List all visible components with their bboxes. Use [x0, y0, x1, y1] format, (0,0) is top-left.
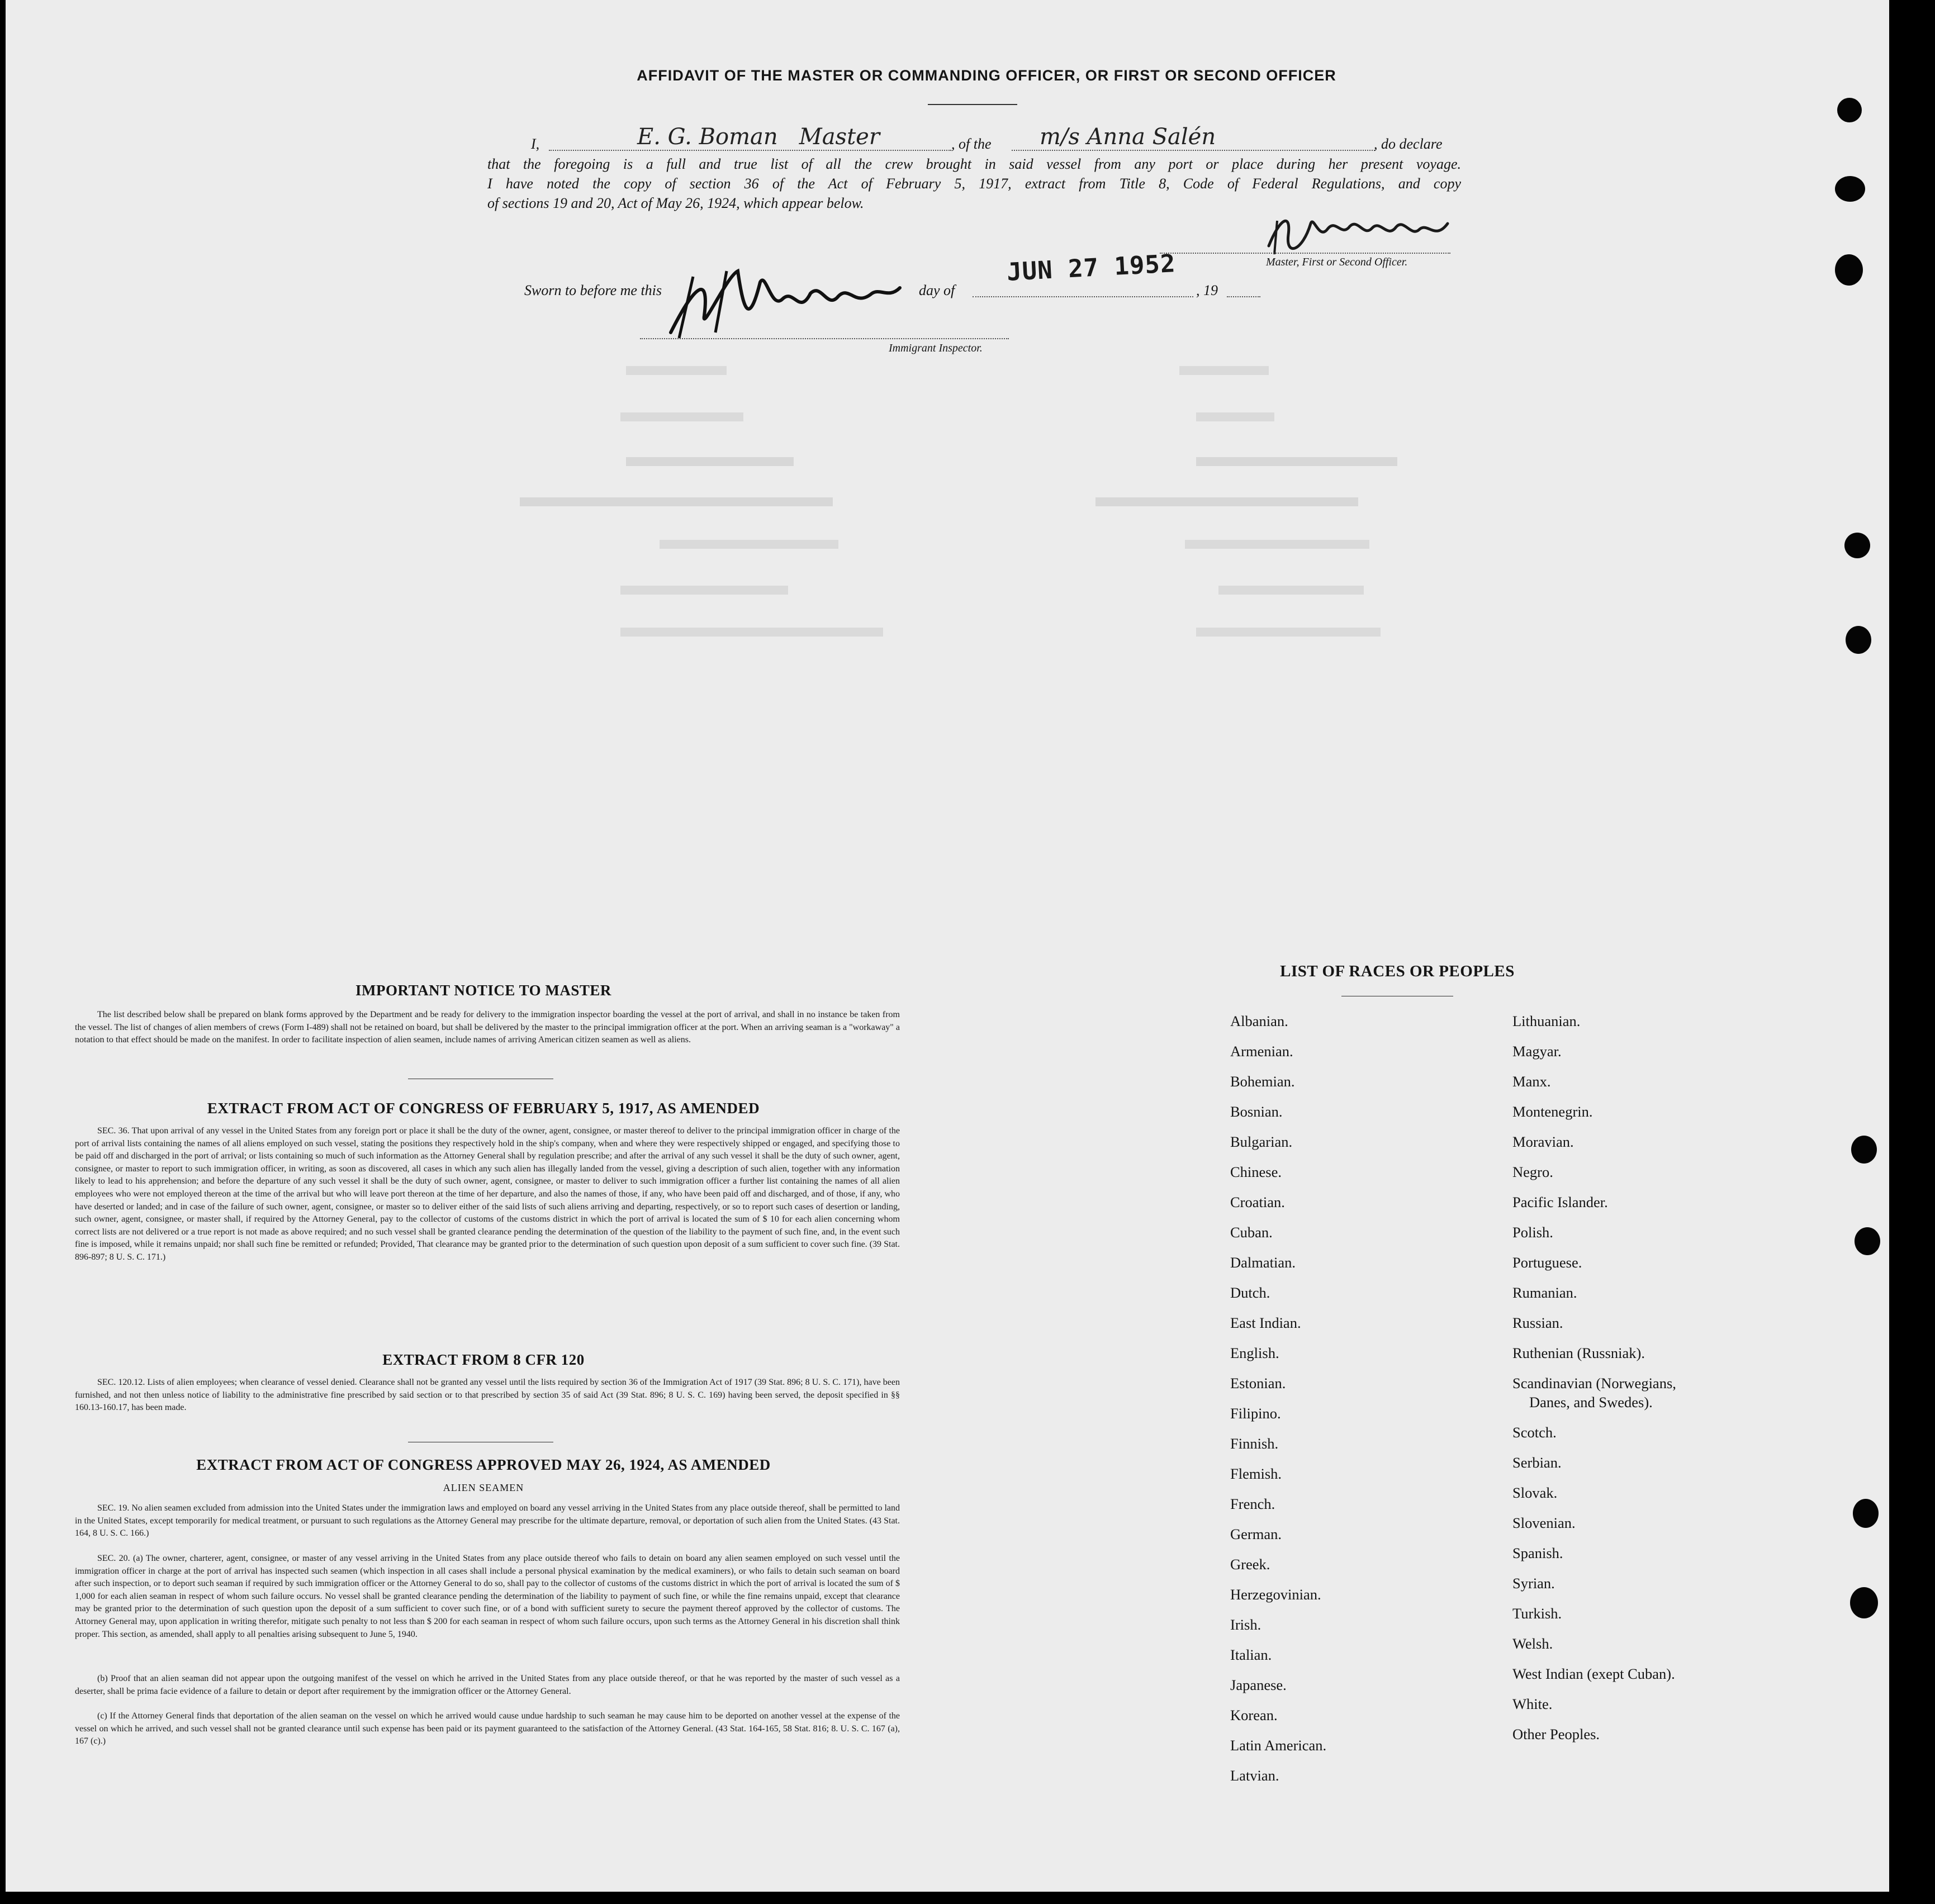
- affidavit-line-2: that the foregoing is a full and true list of all the crew brought in said vessel from any port or place during her present voyage.: [487, 156, 1461, 172]
- race-item: Dutch.: [1230, 1284, 1270, 1301]
- punch-hole: [1835, 254, 1863, 286]
- punch-hole: [1844, 533, 1870, 558]
- race-item: Albanian.: [1230, 1013, 1288, 1029]
- extract-cfr-title: EXTRACT FROM 8 CFR 120: [382, 1351, 585, 1368]
- race-item: Danes, and Swedes).: [1529, 1394, 1653, 1411]
- race-item: Bulgarian.: [1230, 1133, 1293, 1150]
- year-prefix: , 19: [1196, 282, 1218, 298]
- race-item: Lithuanian.: [1512, 1013, 1581, 1029]
- officer-caption: Master, First or Second Officer.: [1266, 256, 1408, 268]
- of-the-label: , of the: [951, 136, 992, 152]
- extract-1924-sec19: SEC. 19. No alien seamen excluded from admission into the United States under the immigration laws and employed on board any vessel arriving in the United States from any place outside thereof, shall be permitted to land in the United States, except temporarily for medical treatment, or pursuant to such regulations as the Attorney General may prescribe for the ultimate departure, removal, or deportation of such alien from the United States. (43 Stat. 164, 8 U. S. C. 166.): [75, 1503, 900, 1539]
- punch-hole: [1853, 1499, 1879, 1528]
- inspector-caption: Immigrant Inspector.: [889, 342, 983, 354]
- extract-1924-sec20c: (c) If the Attorney General finds that deportation of the alien seaman on the vessel on which he arrived would cause undue hardship to such seaman he may cause him to be deported on another vessel at the expense of the vessel on which he arrived, and such vessel shall not be granted clearance until such expense has been paid or its payment guaranteed to the satisfaction of the Attorney General. (43 Stat. 164-165, 58 Stat. 816; 8. U. S. C. 167 (a), 167 (c).): [75, 1711, 900, 1746]
- race-item: Syrian.: [1512, 1575, 1555, 1592]
- punch-hole: [1835, 176, 1865, 202]
- race-item: Negro.: [1512, 1164, 1553, 1180]
- title-divider: [928, 104, 1017, 105]
- race-item: Portuguese.: [1512, 1254, 1582, 1271]
- race-item: Turkish.: [1512, 1605, 1562, 1622]
- manifest-page: [6, 0, 1889, 1892]
- race-item: Manx.: [1512, 1073, 1551, 1090]
- race-item: Dalmatian.: [1230, 1254, 1296, 1271]
- race-item: Polish.: [1512, 1224, 1553, 1241]
- punch-hole: [1851, 1136, 1877, 1164]
- race-item: Serbian.: [1512, 1454, 1562, 1471]
- punch-hole: [1850, 1587, 1878, 1618]
- inspector-signature: [660, 254, 905, 344]
- race-item: Chinese.: [1230, 1164, 1282, 1180]
- race-item: Greek.: [1230, 1556, 1270, 1573]
- punch-hole: [1855, 1227, 1880, 1255]
- race-item: Latin American.: [1230, 1737, 1327, 1754]
- race-item: Cuban.: [1230, 1224, 1273, 1241]
- race-item: Italian.: [1230, 1646, 1272, 1663]
- name-dotted-line: [549, 150, 951, 151]
- race-item: Magyar.: [1512, 1043, 1562, 1060]
- race-item: West Indian (exept Cuban).: [1512, 1665, 1675, 1682]
- race-item: Rumanian.: [1512, 1284, 1577, 1301]
- race-item: Herzegovinian.: [1230, 1586, 1321, 1603]
- race-item: Moravian.: [1512, 1133, 1574, 1150]
- race-item: Japanese.: [1230, 1677, 1287, 1693]
- race-item: Montenegrin.: [1512, 1103, 1593, 1120]
- race-item: Slovak.: [1512, 1484, 1558, 1501]
- race-item: White.: [1512, 1696, 1553, 1712]
- notice-body: The list described below shall be prepared on blank forms approved by the Department and be ready for delivery to the immigration inspector boarding the vessel at the port of arrival, and shall in no instance be taken from the vessel. The list of changes of alien members of crews (Form I-489) shall not be retained on board, but shall be delivered by the master to the principal immigration officer at the port. When an arriving seaman is a "workaway" a notation to that effect should be made on the manifest. In order to facilitate inspection of alien seamen, include names of arriving American citizen seamen as well as aliens.: [75, 1010, 900, 1045]
- race-item: Bosnian.: [1230, 1103, 1283, 1120]
- extract-1917-body: SEC. 36. That upon arrival of any vessel in the United States from any foreign port or place it shall be the duty of the owner, agent, consignee, or master thereof to deliver to the principal immigration officer in charge of the port of arrival lists containing the names of all aliens employed on such vessel, stating the positions they respectively hold in the ship's company, when and where they were respectively shipped or engaged, and specifying those to be paid off and discharged in the port of arrival; or lists containing so much of such information as the Attorney General shall by regulation prescribe; and after the arrival of any such vessel it shall be the duty of such owner, agent, consignee, or master to report to such immigration officer, in writing, as soon as discovered, all cases in which any such alien has illegally landed from the vessel, giving a description of such alien, together with any information likely to lead to his apprehension; and before the departure of any such vessel it shall be the duty of such owner, agent, consignee, or master to deliver to such immigration officer a further list containing the names of all alien employees who were not employed thereon at the time of the arrival but who will leave port thereon at the time of her departure, and also the names of those, if any, who have been paid off and discharged, and of those, if any, who have deserted or landed; and in case of the failure of such owner, agent, consignee, or master so to deliver either of the said lists of such aliens arriving and departing, respectively, or so to report such cases of desertion or landing, such owner, agent, consignee, or master shall, if required by the Attorney General, pay to the collector of customs of the customs district in which the port of arrival is located the sum of $ 10 for each alien concerning whom correct lists are not delivered or a true report is not made as above required; and no such vessel shall be granted clearance pending the determination of the question of the liability to the payment of such fine, and, in the event such fine is imposed, while it remains unpaid; nor shall such fine be remitted or refunded; Provided, That clearance may be granted prior to the determination of such question upon deposit of a sum sufficient to cover such fine. (39 Stat. 896-897; 8 U. S. C. 171.): [75, 1126, 900, 1262]
- do-declare-label: , do declare: [1374, 136, 1443, 152]
- race-item: English.: [1230, 1345, 1279, 1361]
- extract-1924-sec20a: SEC. 20. (a) The owner, charterer, agent, consignee, or master of any vessel arriving in the United States from any place outside thereof who fails to detain on board any alien seamen employed on such vessel until the immigration officer in charge at the port of arrival has inspected such seamen (which inspection in all cases shall include a personal physical examination by the medical examiners), or who fails to detain such seaman on board after such inspection, or to deport such seaman if required by such immigration officer or the Attorney General to do so, shall pay to the collector of customs of the customs district in which the port of arrival is located the sum of $ 1,000 for each alien seaman in respect of whom such failure occurs. No vessel shall be granted clearance pending the determination of the liability to payment of such fine, or while the fine remains unpaid, except that clearance may be granted prior to the determination of such question upon the deposit of a sum sufficient to cover such fine, or of a bond with sufficient surety to secure the payment thereof approved by the collector of customs. The Attorney General may, upon application in writing therefor, mitigate such penalty to not less than $ 200 for each seaman in respect of whom such failure occurs, upon such terms as the Attorney General in his discretion shall think proper. This section, as amended, shall apply to all penalties arising subsequent to June 5, 1940.: [75, 1554, 900, 1639]
- punch-hole: [1837, 98, 1862, 122]
- year-dotted-line: [1227, 296, 1260, 297]
- race-item: Flemish.: [1230, 1465, 1282, 1482]
- extract-1924-subtitle: ALIEN SEAMEN: [443, 1482, 524, 1493]
- race-item: Slovenian.: [1512, 1514, 1576, 1531]
- race-item: Other Peoples.: [1512, 1726, 1600, 1742]
- affidavit-line-3: I have noted the copy of section 36 of the Act of February 5, 1917, extract from Title 8, Code of Federal Regulations, and copy: [487, 175, 1461, 192]
- extract-cfr-body: SEC. 120.12. Lists of alien employees; when clearance of vessel denied. Clearance shall not be granted any vessel until the lists required by section 36 of the Immigration Act of 1917 (39 Stat. 896; 8 U. S. C. 171), have been furnished, and not then unless notice of liability to the administrative fine prescribed by said section or to that prescribed by section 35 of said Act (39 Stat. 896; 8 U. S. C. 169) having been served, the deposit specified in §§ 160.13-160.17, has been made.: [75, 1378, 900, 1413]
- race-item: Korean.: [1230, 1707, 1278, 1723]
- races-title: LIST OF RACES OR PEOPLES: [1280, 962, 1515, 980]
- affidavit-prefix: I,: [531, 136, 540, 152]
- race-item: Filipino.: [1230, 1405, 1281, 1422]
- race-item: Welsh.: [1512, 1635, 1553, 1652]
- affidavit-line-4: of sections 19 and 20, Act of May 26, 1924, which appear below.: [487, 195, 864, 211]
- vessel-name-handwritten: m/s Anna Salén: [1040, 124, 1216, 150]
- race-item: French.: [1230, 1495, 1275, 1512]
- notice-title: IMPORTANT NOTICE TO MASTER: [355, 982, 611, 999]
- race-item: Irish.: [1230, 1616, 1261, 1633]
- date-stamp: JUN 27 1952: [1006, 249, 1177, 287]
- race-item: Ruthenian (Russniak).: [1512, 1345, 1645, 1361]
- inspector-signature-line: [640, 338, 1009, 339]
- race-item: Scandinavian (Norwegians,: [1512, 1375, 1676, 1392]
- race-item: Armenian.: [1230, 1043, 1293, 1060]
- race-item: Spanish.: [1512, 1545, 1563, 1561]
- race-item: Finnish.: [1230, 1435, 1279, 1452]
- race-item: East Indian.: [1230, 1314, 1301, 1331]
- date-dotted-line: [973, 296, 1193, 297]
- race-item: Pacific Islander.: [1512, 1194, 1608, 1210]
- day-of-label: day of: [919, 282, 955, 298]
- vessel-dotted-line: [1012, 150, 1375, 151]
- race-item: Latvian.: [1230, 1767, 1279, 1784]
- race-item: German.: [1230, 1526, 1282, 1542]
- master-name-handwritten: E. G. Boman Master: [637, 124, 880, 150]
- affidavit-title: AFFIDAVIT OF THE MASTER OR COMMANDING OFFICER, OR FIRST OR SECOND OFFICER: [637, 67, 1336, 84]
- officer-signature-line: [1160, 253, 1450, 254]
- race-item: Croatian.: [1230, 1194, 1285, 1210]
- race-item: Bohemian.: [1230, 1073, 1295, 1090]
- officer-signature: [1258, 207, 1470, 257]
- race-item: Russian.: [1512, 1314, 1563, 1331]
- race-item: Estonian.: [1230, 1375, 1286, 1392]
- extract-1917-title: EXTRACT FROM ACT OF CONGRESS OF FEBRUARY 5, 1917, AS AMENDED: [207, 1100, 760, 1117]
- sworn-label: Sworn to before me this: [524, 282, 662, 298]
- extract-1924-title: EXTRACT FROM ACT OF CONGRESS APPROVED MAY 26, 1924, AS AMENDED: [196, 1456, 771, 1473]
- punch-hole: [1846, 626, 1871, 654]
- race-item: Scotch.: [1512, 1424, 1557, 1441]
- extract-1924-sec20b: (b) Proof that an alien seaman did not appear upon the outgoing manifest of the vessel on which he arrived in the United States from any place outside thereof, or that he was reported by the master of such vessel as a deserter, shall be prima facie evidence of a failure to detain or deport after requirement by the immigration officer or the Attorney General.: [75, 1674, 900, 1696]
